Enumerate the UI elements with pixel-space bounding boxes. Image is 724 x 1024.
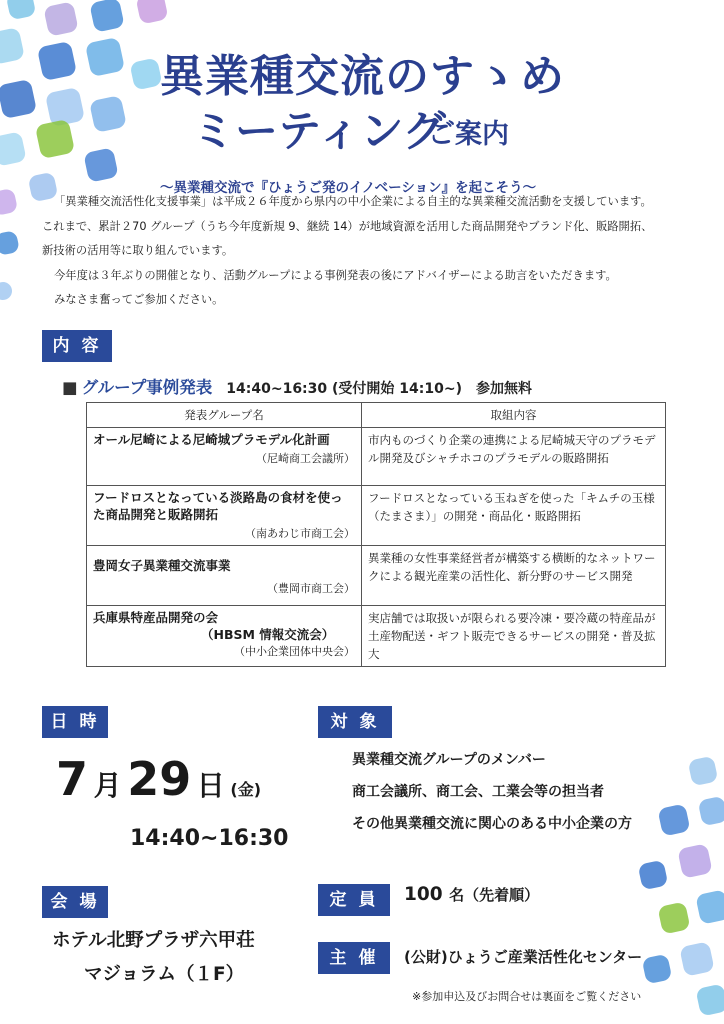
- date-day-unit: 日: [196, 769, 225, 802]
- group-name: オール尼崎による尼崎城プラモデル化計画: [93, 432, 330, 447]
- group-cell: [87, 428, 362, 486]
- program-heading: [62, 374, 532, 398]
- date-day: 29: [127, 752, 192, 806]
- footnote: ※参加申込及びお問合せは裏面をご覧ください: [412, 990, 642, 1003]
- date-month-unit: 月: [93, 769, 122, 802]
- event-time: 14:40~16:30: [130, 826, 289, 851]
- section-label-venue: 会 場: [42, 886, 108, 918]
- intro-line: 今年度は３年ぶりの開催となり、活動グループによる事例発表の後にアドバイザーによる助言をいただきます。: [54, 268, 617, 282]
- square-bullet-icon: ■: [62, 378, 78, 397]
- host-organization: (公財)ひょうご産業活性化センター: [404, 948, 643, 966]
- presentation-table: [86, 402, 666, 667]
- program-time: 14:40~16:30 (受付開始 14:10~) 参加無料: [226, 381, 532, 397]
- table-row: [87, 546, 666, 606]
- group-description: フードロスとなっている玉ねぎを使った「キムチの玉様（たまさま）」の開発・商品化・販路開拓: [362, 486, 666, 546]
- group-description: 市内ものづくり企業の連携による尼崎城天守のプラモデル開発及びシャチホコのプラモデルの販路開拓: [362, 428, 666, 486]
- intro-line: これまで、累計２70 グループ（うち今年度新規 9、継続 14）が地域資源を活用した商品開発やブランド化、販路開拓、: [42, 219, 653, 233]
- page-title: 異業種交流のすゝめ: [160, 51, 565, 102]
- table-header: 発表グループ名: [87, 403, 362, 428]
- capacity-value: [404, 884, 539, 905]
- group-org: （南あわじ市商工会）: [245, 527, 355, 540]
- table-header-row: [87, 403, 666, 428]
- intro-line: 新技術の活用等に取り組んでいます。: [42, 244, 234, 257]
- group-name-sub: （HBSM 情報交流会）: [201, 627, 335, 642]
- page-title-guide: ご案内: [428, 119, 509, 150]
- target-item: 商工会議所、商工会、工業会等の担当者: [352, 784, 604, 800]
- target-item: 異業種交流グループのメンバー: [352, 752, 546, 768]
- venue-room: マジョラム（１F）: [84, 964, 245, 985]
- intro-line: みなさま奮ってご参加ください。: [54, 293, 224, 306]
- group-cell: [87, 546, 362, 606]
- group-name: 豊岡女子異業種交流事業: [93, 557, 231, 573]
- group-name: フードロスとなっている淡路島の食材を使った商品開発と販路開拓: [93, 490, 343, 522]
- program-title: グループ事例発表: [81, 378, 213, 397]
- subtitle: ～異業種交流で『ひょうご発のイノベーション』を起こそう～: [160, 180, 537, 196]
- target-item: その他異業種交流に関心のある中小企業の方: [352, 816, 632, 832]
- target-list: [352, 744, 632, 840]
- group-cell: [87, 486, 362, 546]
- intro-line: 「異業種交流活性化支援事業」は平成２６年度から県内の中小企業による自主的な異業種交流活動を支援しています。: [54, 195, 652, 208]
- group-name: 兵庫県特産品開発の会: [93, 610, 219, 625]
- table-row: [87, 606, 666, 667]
- capacity-text: 名（先着順）: [449, 886, 540, 904]
- date-weekday: (金): [230, 780, 262, 799]
- intro-text: [42, 190, 652, 313]
- table-header: 取組内容: [362, 403, 666, 428]
- table-row: [87, 486, 666, 546]
- group-org: （豊岡市商工会）: [267, 581, 355, 595]
- venue-name: ホテル北野プラザ六甲荘: [52, 930, 255, 951]
- section-label-content: 内 容: [42, 330, 112, 362]
- capacity-number: 100: [404, 884, 443, 905]
- group-description: 実店舗では取扱いが限られる要冷凍・要冷蔵の特産品が土産物配送・ギフト販売できるサービスの開発・普及拡大: [362, 606, 666, 667]
- group-cell: [87, 606, 362, 667]
- section-label-host: 主 催: [318, 942, 390, 974]
- table-row: [87, 428, 666, 486]
- page-title-meeting: ミーティング: [192, 107, 446, 157]
- section-label-capacity: 定 員: [318, 884, 390, 916]
- group-description: 異業種の女性事業経営者が構築する横断的なネットワークによる観光産業の活性化、新分野のサービス開発: [362, 546, 666, 606]
- group-org: （中小企業団体中央会）: [234, 645, 355, 658]
- section-label-datetime: 日 時: [42, 706, 108, 738]
- date-month: 7: [56, 752, 89, 806]
- event-date: [56, 752, 261, 806]
- group-org: （尼崎商工会議所）: [256, 452, 355, 465]
- section-label-target: 対 象: [318, 706, 392, 738]
